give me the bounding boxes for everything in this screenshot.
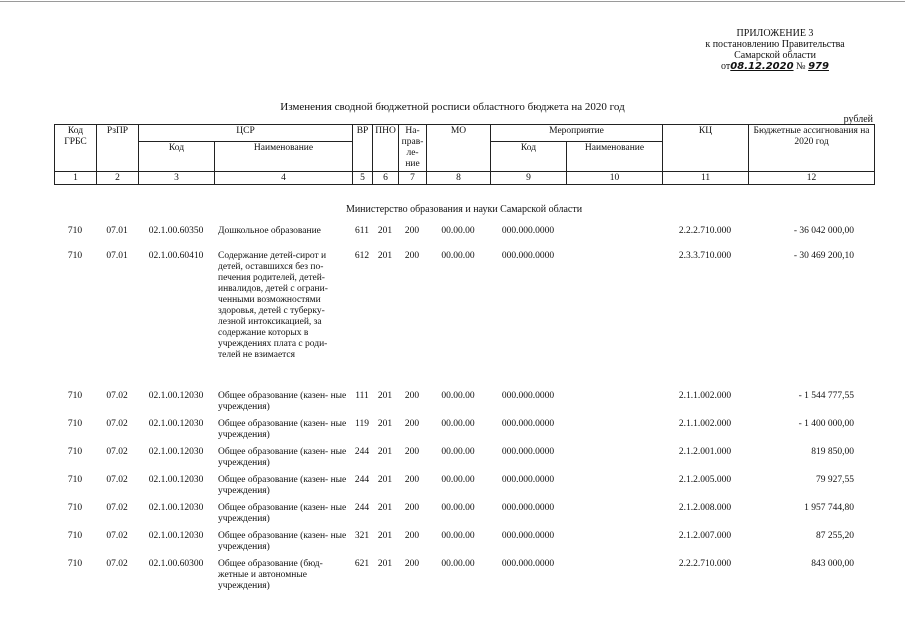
column-number: 12 <box>749 172 875 185</box>
cell-direction: 200 <box>404 391 420 401</box>
cell-pno: 201 <box>377 226 393 236</box>
cell-pno: 201 <box>377 559 393 569</box>
table-row <box>54 226 874 251</box>
cell-event-name <box>566 503 662 531</box>
cell-name: Общее образование (казен- ные учреждения) <box>218 475 347 496</box>
cell-grbs: 710 <box>67 419 83 429</box>
cell-mo: 00.00.00 <box>441 251 475 261</box>
cell-kts: 2.1.1.002.000 <box>678 419 732 429</box>
cell-csr: 02.1.00.12030 <box>148 531 204 541</box>
cell-kts: 2.2.2.710.000 <box>678 559 732 569</box>
cell-event-code: 000.000.0000 <box>501 226 555 236</box>
cell-csr: 02.1.00.60300 <box>148 559 204 569</box>
header-rzpr: РзПР <box>97 125 139 172</box>
cell-mo: 00.00.00 <box>441 419 475 429</box>
header-csr-code: Код <box>139 142 215 172</box>
section-heading: Министерство образования и науки Самарской области <box>345 204 583 215</box>
cell-csr: 02.1.00.60350 <box>148 226 204 236</box>
cell-grbs: 710 <box>67 226 83 236</box>
cell-rzpr: 07.02 <box>106 475 128 485</box>
appendix-line2: Самарской области <box>734 50 816 61</box>
cell-vr: 612 <box>354 251 370 261</box>
cell-kts: 2.1.2.005.000 <box>678 475 732 485</box>
cell-grbs: 710 <box>67 251 83 261</box>
cell-rzpr: 07.02 <box>106 531 128 541</box>
cell-event-code: 000.000.0000 <box>501 559 555 569</box>
header-event-code: Код <box>491 142 567 172</box>
cell-rzpr: 07.02 <box>106 419 128 429</box>
cell-amount: 87 255,20 <box>816 531 854 541</box>
cell-direction: 200 <box>404 475 420 485</box>
cell-grbs: 710 <box>67 475 83 485</box>
data-table-body <box>54 226 874 599</box>
cell-csr: 02.1.00.12030 <box>148 391 204 401</box>
table-row <box>54 419 874 447</box>
appendix-line1: к постановлению Правительства <box>705 39 845 50</box>
cell-amount: 819 850,00 <box>811 447 854 457</box>
cell-kts: 2.1.2.007.000 <box>678 531 732 541</box>
column-number: 8 <box>427 172 491 185</box>
column-number: 4 <box>215 172 353 185</box>
cell-direction: 200 <box>404 503 420 513</box>
cell-vr: 244 <box>354 503 370 513</box>
cell-vr: 111 <box>355 391 369 401</box>
header-allocations: Бюджетные ассигнования на 2020 год <box>749 125 875 172</box>
appendix-from-label: от <box>721 61 731 72</box>
appendix-number-label: № <box>796 61 806 72</box>
cell-name: Общее образование (казен- ные учреждения) <box>218 531 347 552</box>
column-number-row <box>55 172 875 185</box>
cell-event-name <box>566 531 662 559</box>
cell-direction: 200 <box>404 531 420 541</box>
cell-csr: 02.1.00.12030 <box>148 447 204 457</box>
cell-grbs: 710 <box>67 447 83 457</box>
table-row <box>54 559 874 599</box>
header-event-name: Наименование <box>567 142 663 172</box>
appendix-date: 08.12.2020 <box>730 61 794 72</box>
cell-kts: 2.1.2.001.000 <box>678 447 732 457</box>
column-number: 11 <box>663 172 749 185</box>
cell-amount: - 1 544 777,55 <box>798 391 854 401</box>
cell-rzpr: 07.02 <box>106 503 128 513</box>
cell-rzpr: 07.02 <box>106 391 128 401</box>
cell-mo: 00.00.00 <box>441 391 475 401</box>
cell-mo: 00.00.00 <box>441 447 475 457</box>
header-kts: КЦ <box>663 125 749 172</box>
table-row <box>54 503 874 531</box>
cell-kts: 2.1.2.008.000 <box>678 503 732 513</box>
appendix-title: ПРИЛОЖЕНИЕ 3 <box>736 28 814 39</box>
header-mo: МО <box>427 125 491 172</box>
cell-mo: 00.00.00 <box>441 503 475 513</box>
cell-name: Общее образование (бюд- жетные и автономные учреждения) <box>218 559 323 591</box>
cell-csr: 02.1.00.12030 <box>148 475 204 485</box>
cell-vr: 621 <box>354 559 370 569</box>
header-csr: ЦСР <box>139 125 353 142</box>
cell-name: Дошкольное образование <box>218 226 321 236</box>
cell-mo: 00.00.00 <box>441 226 475 236</box>
cell-event-code: 000.000.0000 <box>501 531 555 541</box>
table-row <box>54 475 874 503</box>
cell-vr: 119 <box>355 419 369 429</box>
cell-pno: 201 <box>377 419 393 429</box>
column-number: 10 <box>567 172 663 185</box>
cell-event-name <box>566 251 662 391</box>
cell-grbs: 710 <box>67 503 83 513</box>
column-number: 5 <box>353 172 373 185</box>
cell-name: Общее образование (казен- ные учреждения) <box>218 391 347 412</box>
cell-vr: 321 <box>354 531 370 541</box>
cell-kts: 2.3.3.710.000 <box>678 251 732 261</box>
cell-csr: 02.1.00.12030 <box>148 419 204 429</box>
cell-event-code: 000.000.0000 <box>501 447 555 457</box>
cell-amount: 843 000,00 <box>811 559 854 569</box>
header-table <box>54 124 875 185</box>
cell-mo: 00.00.00 <box>441 531 475 541</box>
cell-pno: 201 <box>377 475 393 485</box>
cell-rzpr: 07.02 <box>106 559 128 569</box>
cell-grbs: 710 <box>67 559 83 569</box>
cell-mo: 00.00.00 <box>441 475 475 485</box>
cell-pno: 201 <box>377 447 393 457</box>
cell-event-name <box>566 391 662 419</box>
cell-rzpr: 07.01 <box>106 251 128 261</box>
cell-csr: 02.1.00.60410 <box>148 251 204 261</box>
cell-grbs: 710 <box>67 531 83 541</box>
table-row <box>54 447 874 475</box>
cell-grbs: 710 <box>67 391 83 401</box>
cell-direction: 200 <box>404 447 420 457</box>
cell-amount: - 30 469 200,10 <box>793 251 854 261</box>
table-row <box>54 251 874 391</box>
appendix-number: 979 <box>808 61 829 72</box>
column-number: 9 <box>491 172 567 185</box>
cell-mo: 00.00.00 <box>441 559 475 569</box>
cell-amount: 1 957 744,80 <box>804 503 854 513</box>
cell-vr: 244 <box>354 447 370 457</box>
table-row <box>54 391 874 419</box>
cell-rzpr: 07.01 <box>106 226 128 236</box>
cell-direction: 200 <box>404 251 420 261</box>
column-number: 2 <box>97 172 139 185</box>
column-number: 7 <box>399 172 427 185</box>
cell-pno: 201 <box>377 503 393 513</box>
cell-direction: 200 <box>404 559 420 569</box>
cell-rzpr: 07.02 <box>106 447 128 457</box>
cell-name: Общее образование (казен- ные учреждения) <box>218 503 347 524</box>
table-row <box>54 531 874 559</box>
header-pno: ПНО <box>373 125 399 172</box>
cell-pno: 201 <box>377 531 393 541</box>
header-event: Мероприятие <box>491 125 663 142</box>
document-title: Изменения сводной бюджетной росписи областного бюджета на 2020 год <box>280 101 625 113</box>
header-grbs: Код ГРБС <box>55 125 97 172</box>
cell-event-name <box>566 226 662 251</box>
cell-name: Общее образование (казен- ные учреждения) <box>218 447 347 468</box>
cell-name: Содержание детей-сирот и детей, оставшихся без по- печения родителей, детей- инвалидов, детей с ограни- ченными возможностями здоровья, детей с туберку- лезной интоксикацией, за содержание которых в учреждениях плата с роди- телей не взимается <box>218 251 328 360</box>
cell-direction: 200 <box>404 226 420 236</box>
cell-direction: 200 <box>404 419 420 429</box>
cell-amount: - 36 042 000,00 <box>793 226 854 236</box>
cell-amount: - 1 400 000,00 <box>798 419 854 429</box>
cell-event-code: 000.000.0000 <box>501 419 555 429</box>
cell-kts: 2.1.1.002.000 <box>678 391 732 401</box>
cell-event-name <box>566 447 662 475</box>
cell-event-code: 000.000.0000 <box>501 391 555 401</box>
cell-pno: 201 <box>377 391 393 401</box>
header-vr: ВР <box>353 125 373 172</box>
cell-event-name <box>566 419 662 447</box>
appendix-block <box>660 28 890 72</box>
column-number: 1 <box>55 172 97 185</box>
cell-event-code: 000.000.0000 <box>501 475 555 485</box>
appendix-date-line <box>660 61 890 72</box>
cell-pno: 201 <box>377 251 393 261</box>
cell-event-code: 000.000.0000 <box>501 503 555 513</box>
currency-label: рублей <box>843 114 873 125</box>
cell-event-name <box>566 475 662 503</box>
cell-vr: 611 <box>355 226 369 236</box>
cell-event-code: 000.000.0000 <box>501 251 555 261</box>
cell-kts: 2.2.2.710.000 <box>678 226 732 236</box>
header-direction: На- прав- ле- ние <box>399 125 427 172</box>
cell-event-name <box>566 559 662 599</box>
cell-vr: 244 <box>354 475 370 485</box>
header-csr-name: Наименование <box>215 142 353 172</box>
cell-csr: 02.1.00.12030 <box>148 503 204 513</box>
cell-amount: 79 927,55 <box>816 475 854 485</box>
cell-name: Общее образование (казен- ные учреждения) <box>218 419 347 440</box>
top-rule <box>0 1 905 2</box>
data-table <box>54 226 874 599</box>
column-number: 6 <box>373 172 399 185</box>
column-number: 3 <box>139 172 215 185</box>
